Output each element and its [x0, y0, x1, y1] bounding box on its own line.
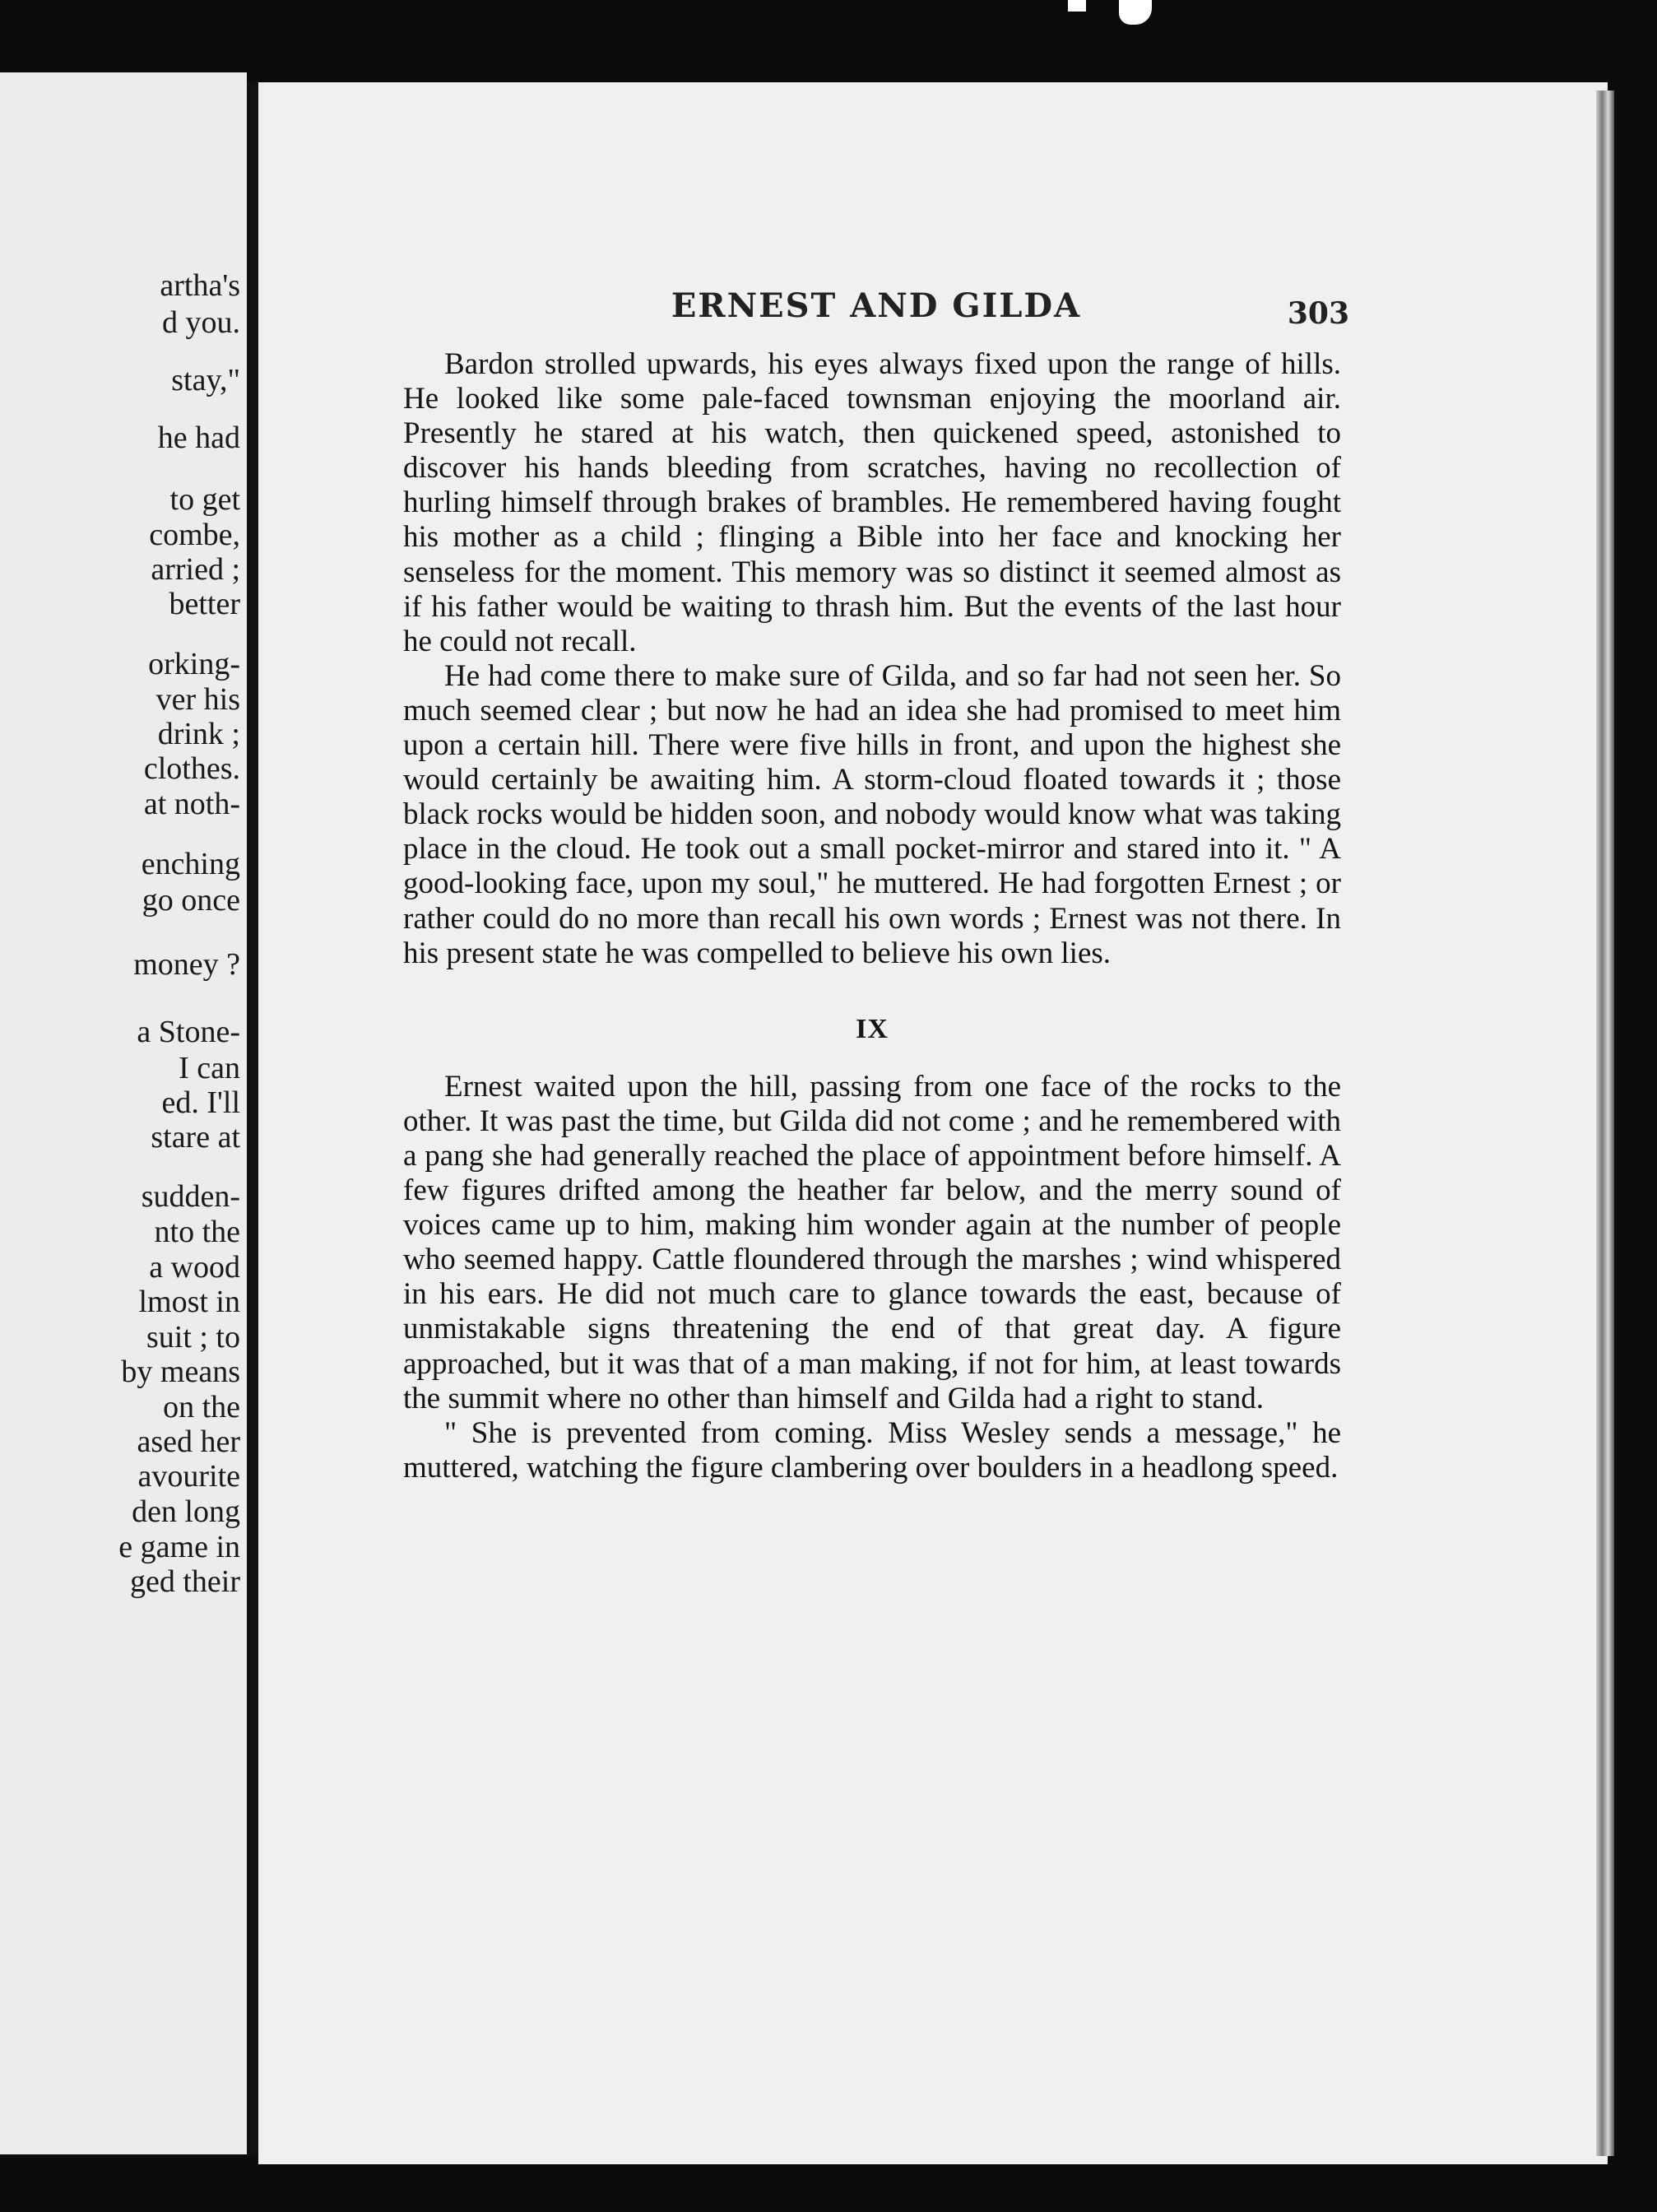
- left-page-fragment: d you.: [162, 305, 240, 340]
- left-page-fragment: stare at: [151, 1120, 240, 1155]
- left-page-fragment: a Stone-: [137, 1015, 240, 1049]
- section-number: IX: [856, 1013, 889, 1044]
- body-text: [403, 347, 1341, 1485]
- left-page-fragment: at noth-: [143, 787, 240, 821]
- paragraph-4: " She is prevented from coming. Miss Wesley sends a message," he muttered, watching the figure clambering over boulders in a headlong speed.: [403, 1415, 1341, 1485]
- left-page-fragment: to get: [169, 482, 240, 517]
- scan-artifact-top: [1068, 0, 1086, 12]
- left-page-fragment: ased her: [137, 1424, 240, 1459]
- left-page-fragment: stay,": [171, 363, 240, 397]
- page-header: [403, 286, 1349, 336]
- left-page-fragment: lmost in: [138, 1285, 240, 1319]
- left-page-fragment: sudden-: [141, 1179, 240, 1214]
- left-page-fragment: money ?: [133, 947, 240, 982]
- paragraph-2: He had come there to make sure of Gilda, and so far had not seen her. So much seemed clear ; but now he had an idea she had promised to meet him upon a certain hill. There were five hills in front, and upon the highest she would certainly be awaiting him. A storm-cloud floated towards it ; those black rocks would be hidden soon, and nobody would know what was taking place in the cloud. He took out a small pocket-mirror and stared into it. " A good-looking face, upon my soul," he muttered. He had forgotten Ernest ; or rather could do no more than recall his own words ; Ernest was not there. In his present state he was compelled to believe his own lies.: [403, 658, 1341, 970]
- left-page-fragment: den long: [132, 1494, 240, 1529]
- left-page-fragment: e game in: [118, 1530, 240, 1564]
- left-page-fragment: he had: [157, 421, 240, 455]
- left-page-fragment: ged their: [129, 1564, 240, 1599]
- left-page-fragment: better: [169, 587, 240, 621]
- left-page-fragment: enching: [141, 847, 240, 881]
- right-page: [258, 82, 1608, 2164]
- left-page-fragment: avourite: [137, 1459, 240, 1494]
- left-page-fragment: arried ;: [151, 552, 240, 587]
- left-page-fragment: nto the: [154, 1215, 240, 1249]
- left-page-fragment: combe,: [149, 518, 240, 552]
- left-page-fragment: drink ;: [157, 717, 240, 751]
- left-page-fragment: a wood: [149, 1250, 240, 1285]
- running-head: ERNEST AND GILDA: [671, 286, 1082, 325]
- left-page-fragment: suit ; to: [146, 1320, 240, 1355]
- left-page-fragment: artha's: [160, 268, 240, 303]
- left-page-fragment: ed. I'll: [161, 1085, 240, 1120]
- paragraph-3: Ernest waited upon the hill, passing from one face of the rocks to the other. It was past the time, but Gilda did not come ; and he remembered with a pang she had generally reached the place of appointment before himself. A few figures drifted among the heather far below, and the merry sound of voices came up to him, making him wonder again at the number of people who seemed happy. Cattle floundered through the marshes ; wind whispered in his ears. He did not much care to glance towards the east, because of unmistakable signs threatening the end of that great day. A figure approached, but it was that of a man making, if not for him, at least towards the summit where no other than himself and Gilda had a right to stand.: [403, 1069, 1341, 1415]
- page-edge: [1596, 91, 1614, 2156]
- left-page-fragment: clothes.: [143, 751, 240, 786]
- book-gutter: [247, 82, 258, 2156]
- left-page-fragment: ver his: [155, 682, 240, 717]
- left-page-fragment: by means: [121, 1355, 240, 1389]
- left-page-fragment: I can: [179, 1051, 240, 1085]
- scan-artifact-top-2: [1119, 0, 1152, 25]
- left-page-fragment: on the: [163, 1390, 240, 1424]
- page-number: 303: [1287, 296, 1349, 331]
- left-page: [0, 72, 247, 2154]
- left-page-fragment: go once: [142, 883, 240, 918]
- left-page-fragment: orking-: [148, 647, 240, 681]
- paragraph-1: Bardon strolled upwards, his eyes always fixed upon the range of hills. He looked like some pale-faced townsman enjoying the moorland air. Presently he stared at his watch, then quickened speed, astonished to discover his hands bleeding from scratches, having no recollection of hurling himself through brakes of brambles. He remembered having fought his mother as a child ; flinging a Bible into her face and knocking her senseless for the moment. This memory was so distinct it seemed almost as if his father would be waiting to thrash him. But the events of the last hour he could not recall.: [403, 347, 1341, 658]
